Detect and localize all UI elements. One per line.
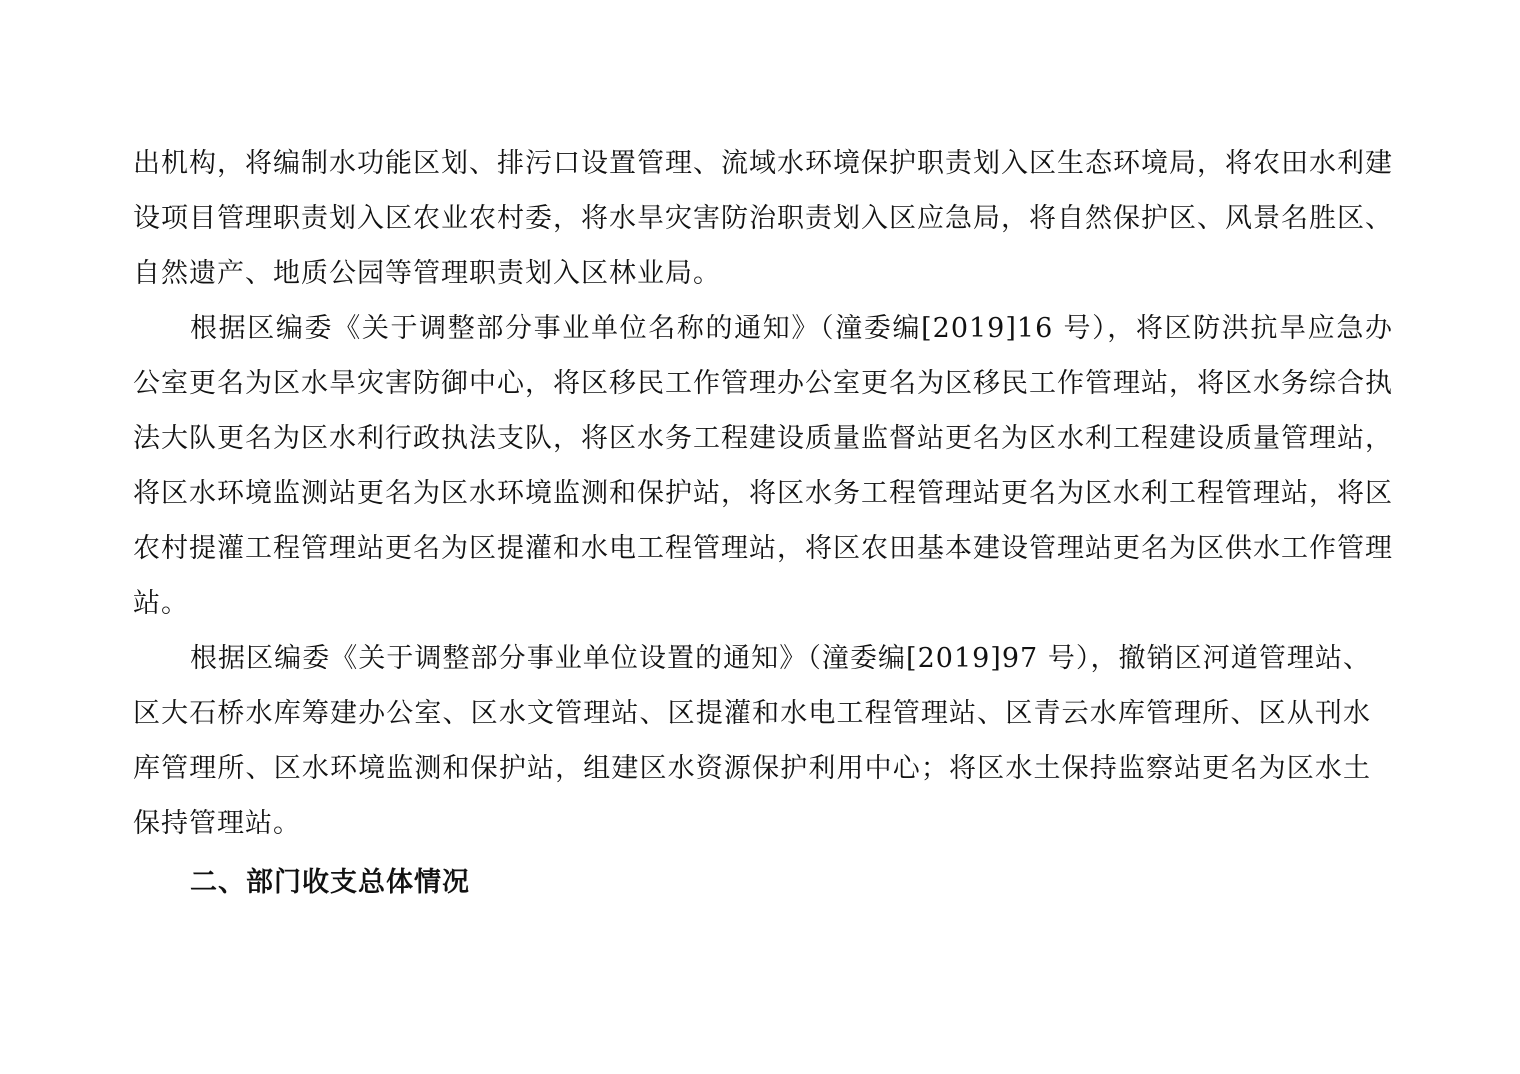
section-heading: 二、部门收支总体情况 [190, 867, 470, 898]
paragraph-setup-change-notice: 根据区编委《关于调整部分事业单位设置的通知》（潼委编[2019]97 号），撤销区河道管理站、区大石桥水库筹建办公室、区水文管理站、区提灌和水电工程管理站、区青云水库管理所、区从刊水库管理所、区水环境监测和保护站，组建区水资源保护利用中心；将区水土保持监察站更名为区水土保持管理站。 [133, 643, 1371, 839]
document-page [133, 136, 1393, 908]
paragraph-name-change-notice: 根据区编委《关于调整部分事业单位名称的通知》（潼委编[2019]16 号），将区防洪抗旱应急办公室更名为区水旱灾害防御中心，将区移民工作管理办公室更名为区移民工作管理站，将区水务综合执法大队更名为区水利行政执法支队，将区水务工程建设质量监督站更名为区水利工程建设质量管理站，将区水环境监测站更名为区水环境监测和保护站，将区水务工程管理站更名为区水利工程管理站，将区农村提灌工程管理站更名为区提灌和水电工程管理站，将区农田基本建设管理站更名为区供水工作管理站。 [133, 313, 1393, 619]
paragraph-continuation: 出机构，将编制水功能区划、排污口设置管理、流域水环境保护职责划入区生态环境局，将农田水利建设项目管理职责划入区农业农村委，将水旱灾害防治职责划入区应急局，将自然保护区、风景名胜区、自然遗产、地质公园等管理职责划入区林业局。 [133, 148, 1393, 289]
